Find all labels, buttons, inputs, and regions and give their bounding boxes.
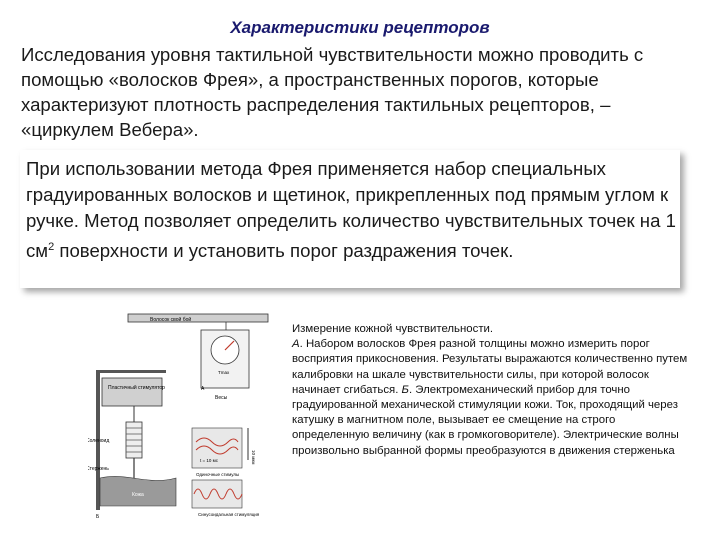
label-skin: Кожа [132,492,144,498]
caption-text-b: . Электромеханический прибор для точно градуированной механической стимуляции кожи. Ток, проходящий через катушку в магнитном поле, вызывает ее смещение на строго определенную величину (как в громкоговорителе). Электрические волны произвольно выбранной формы преобразуются в движения стерженька [292,383,679,457]
stimulator-box [102,378,162,406]
label-time: t = 10 мс [200,458,218,463]
label-b-fig: Б [96,514,100,520]
para2-text-start: При использовании метода Фрея применяется набор специальных градуированных волосков и щетинок, прикрепленных под прямым углом к ручке. Метод позволяет определить количество чувствительных точек на 1 см [26,158,676,262]
label-solenoid: Соленоид [88,438,110,444]
caption-title: Измерение кожной чувствительности. [292,323,494,335]
para2-superscript: 2 [48,241,55,253]
label-hair: Волосок свой бой [150,317,192,323]
slide-title: Характеристики рецепторов [230,18,490,37]
intro-paragraph: Исследования уровня тактильной чувствительности можно проводить с помощью «волосков Фрея», а пространственных порогов, которые характеризуют плотность распределения тактильных рецепторов, – «циркулем Вебера». [21,44,644,140]
top-bar [128,314,268,322]
label-tmax: Tmax [218,370,230,375]
label-amp: 10 мкм [251,450,256,465]
apparatus-diagram [88,310,280,528]
apparatus-figure [88,310,280,528]
frey-method-paragraph [26,156,676,264]
label-scale: Весы [215,395,228,401]
caption-label-a: А [292,338,300,351]
label-stim: Пластичный стимулятор [108,385,165,391]
label-rod: Стержень [88,466,109,472]
label-a-fig: А [201,386,205,392]
caption-label-b: Б [401,383,409,396]
label-stim2: Синусоидальная стимуляция [198,512,260,517]
para2-text-end: поверхности и установить порог раздражения точек. [54,240,514,262]
label-stim1: Одиночные стимулы [196,472,240,477]
figure-caption [292,322,692,459]
caption-text-a: . Набором волосков Фрея разной толщины можно измерить порог восприятия прикосновения. Результаты выражаются количественно путем калибровки на шкале чувствительности силы, при которой волосок начинает сгибаться. [292,338,688,396]
